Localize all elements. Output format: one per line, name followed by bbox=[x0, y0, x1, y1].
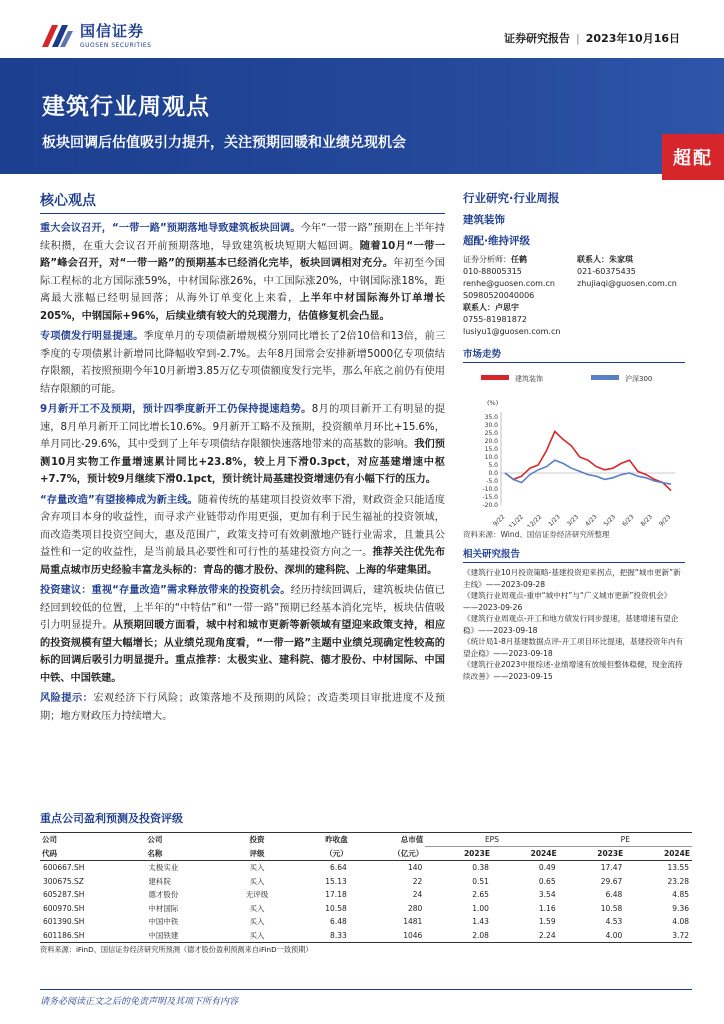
table-cell: 13.55 bbox=[667, 863, 689, 872]
y-tick-label: -10.0 bbox=[482, 486, 498, 493]
paragraph-emphasis: 推荐关注优先布局重点城市历史经验丰富龙头标的：青岛的德才股份、深圳的建科院、上海的华建集团。 bbox=[40, 547, 446, 576]
paragraph-headline: 投资建议：重视“存量改造”需求释放带来的投资机会。 bbox=[40, 585, 291, 596]
legend-swatch bbox=[481, 375, 509, 380]
related-report-item[interactable]: 《统计局1-8月基建数据点评-开工项目环比提速，基建投资年内有望企稳》——2023-09-18 bbox=[463, 637, 684, 658]
table-cell: 6.48 bbox=[330, 917, 347, 926]
y-tick-label: 15.0 bbox=[484, 446, 498, 453]
market-trend-title: 市场走势 bbox=[463, 346, 685, 363]
y-tick-label: 30.0 bbox=[484, 422, 498, 429]
col-header-eps: EPS bbox=[425, 833, 558, 847]
related-report-item[interactable]: 《建筑行业10月投资策略-基建投资迎来拐点，把握“城市更新”新主线》——2023-09-28 bbox=[463, 568, 681, 589]
chart-source: 资料来源：Wind、国信证券经济研究所整理 bbox=[463, 530, 610, 539]
core-paragraph bbox=[40, 401, 445, 489]
table-cell: 3.54 bbox=[538, 890, 556, 899]
industry-name: 建筑装饰 bbox=[463, 214, 505, 226]
x-tick-label: 5/23 bbox=[602, 513, 618, 527]
paragraph-body: 随着传统的基建项目投资效率下滑，财政资金只能适度舍弃项目本身的收益性，而寻求产业链带动作用更强，更加有利于民生福祉的投资领域，而改造类项目投资空间大，惠及范围广，政策支持可有效刺激地产链行业需求，且兼具公益性和一定的收益性，是当前最具必要性和可行性的基建投资方向之一。 bbox=[40, 494, 446, 558]
contact-card bbox=[463, 302, 571, 338]
company-logo bbox=[40, 20, 151, 49]
col-header: 2023E bbox=[425, 847, 492, 861]
x-tick-label: 12/22 bbox=[526, 513, 544, 527]
analyst-email[interactable]: renhe@guosen.com.cn bbox=[463, 279, 555, 288]
header-separator: | bbox=[576, 32, 580, 45]
table-cell: 280 bbox=[407, 903, 423, 913]
analyst-phone: 010-88005315 bbox=[463, 267, 522, 276]
table-cell: 600667.SH bbox=[43, 863, 85, 872]
table-cell: 1.00 bbox=[472, 903, 489, 913]
table-body bbox=[40, 861, 692, 943]
chart-svg bbox=[463, 367, 685, 527]
report-subtitle: 板块回调后估值吸引力提升，关注预期回暖和业绩兑现机会 bbox=[42, 135, 406, 151]
table-cell: 买入 bbox=[225, 929, 288, 943]
table-cell: 3.72 bbox=[625, 929, 692, 943]
table-cell: 0.49 bbox=[538, 863, 556, 872]
y-tick-label: 5.0 bbox=[488, 462, 498, 469]
table-row bbox=[40, 929, 692, 943]
table-cell: 德才股份 bbox=[148, 890, 179, 899]
table-cell: 23.28 bbox=[667, 876, 689, 886]
table-cell: 无评级 bbox=[245, 890, 269, 899]
analyst-info bbox=[463, 254, 685, 338]
related-report-item[interactable]: 《建筑行业周观点-开工和地方债发行同步提速，基建增速有望企稳》——2023-09-18 bbox=[463, 614, 679, 635]
related-reports-title: 相关研究报告 bbox=[463, 546, 685, 563]
table-cell: 17.18 bbox=[325, 890, 347, 899]
contact-name: 朱家琪 bbox=[609, 255, 633, 264]
y-tick-label: -5.0 bbox=[486, 478, 498, 485]
paragraph-headline: 专项债发行明显提速。 bbox=[40, 331, 144, 342]
table-cell: 9.36 bbox=[672, 903, 689, 913]
paragraph-body: 经历持续回调后，建筑板块估值已经回到较低的位置，上半年的“中特估”和“一带一路”预期已经基本消化完毕，板块估值吸引力明显提升。 bbox=[40, 585, 445, 631]
table-cell: 8.33 bbox=[289, 929, 350, 943]
col-header: 昨收盘 bbox=[289, 833, 350, 847]
contact-email[interactable]: lusiyu1@guosen.com.cn bbox=[463, 327, 561, 336]
paragraph-body: 今年“一带一路”预期在上半年持续积攒，在重大会议召开前预期落地，导致建筑板块短期大幅回调。 bbox=[40, 223, 445, 252]
table-cell: 买入 bbox=[249, 863, 265, 872]
table-cell: 中国中铁 bbox=[148, 917, 179, 926]
table-cell: 6.64 bbox=[330, 863, 347, 872]
analyst-card bbox=[463, 254, 571, 302]
forecast-table bbox=[40, 832, 692, 943]
analyst-name: 任鹤 bbox=[511, 255, 527, 264]
col-header: 2024E bbox=[625, 847, 692, 861]
x-tick-label: 11/22 bbox=[507, 513, 525, 527]
paragraph-emphasis: 上半年中材国际海外订单增长205%，中钢国际+96%，后续业绩有较大的兑现潜力，估值修复机会凸显。 bbox=[40, 293, 446, 322]
x-tick-label: 9/22 bbox=[491, 513, 507, 527]
table-cell: 29.67 bbox=[600, 876, 623, 886]
forecast-table-section bbox=[40, 810, 692, 955]
analyst-cert: S0980520040006 bbox=[463, 291, 535, 300]
table-cell: 建科院 bbox=[148, 876, 171, 886]
related-report-item[interactable]: 《建筑行业2023中报综述-业绩增速有放缓但整体稳健，现金流持续改善》——2023-09-15 bbox=[463, 660, 683, 681]
industry-rating: 超配·维持评级 bbox=[463, 235, 530, 247]
table-cell: 买入 bbox=[249, 903, 265, 913]
analyst-role: 证券分析师： bbox=[463, 255, 511, 264]
report-title: 建筑行业周观点 bbox=[42, 94, 210, 120]
table-cell: 22 bbox=[412, 876, 423, 886]
table-row bbox=[40, 915, 692, 929]
col-header: 投资 bbox=[225, 833, 288, 847]
core-paragraph bbox=[40, 492, 445, 580]
market-trend-chart bbox=[463, 367, 685, 527]
table-source-note: 资料来源：iFinD、国信证券经济研究所预测（德才股份盈利预测来自iFinD一致预期） bbox=[40, 945, 313, 954]
table-cell: 15.13 bbox=[325, 876, 347, 886]
paragraph-headline: 风险提示： bbox=[40, 693, 94, 704]
table-cell: 1046 bbox=[350, 929, 426, 943]
paragraph-emphasis: 我们预测10月实物工作量增速累计同比+23.8%，较上月下滑0.3pct，对应基建增速中枢+7.7%，预计较9月继续下滑0.1pct，预计统计局基建投资增速仍有小幅下行的压力。 bbox=[40, 439, 445, 485]
forecast-table-title: 重点公司盈利预测及投资评级 bbox=[40, 812, 183, 825]
table-cell: 601390.SH bbox=[43, 917, 85, 926]
col-header: 总市值 bbox=[350, 833, 426, 847]
legend-label: 沪深300 bbox=[625, 375, 653, 383]
paragraph-body: 季度单月的专项债新增规模分别同比增长了2倍10倍和13倍，前三季度的专项债累计新增同比降幅收窄到-2.7%。去年8月国常会安排新增5000亿专项债结存限额，若按照预期今年10月新增3.85万亿专项债额度发行完毕，那么年底之前仍有使用结存限额的可能。 bbox=[40, 331, 446, 395]
table-cell: 4.85 bbox=[672, 890, 689, 899]
y-tick-label: 0.0 bbox=[488, 470, 498, 477]
table-cell: 605287.SH bbox=[43, 890, 85, 899]
x-tick-label: 9/23 bbox=[657, 513, 673, 527]
header-meta bbox=[504, 30, 680, 46]
contact-role: 联系人： bbox=[463, 303, 495, 312]
col-header: 代码 bbox=[40, 847, 145, 861]
legend-label: 建筑装饰 bbox=[515, 375, 543, 383]
x-tick-label: 4/23 bbox=[584, 513, 599, 527]
paragraph-emphasis: 从预期回暖方面看，城中村和城市更新等新领域有望迎来政策支持，相应的投资规模有望大幅增长；从业绩兑现角度看，“一带一路”主题中业绩兑现确定性较高的标的回调后吸引力明显提升。重点推荐：太极实业、建科院、德才股份、中材国际、中国中铁、中国铁建。 bbox=[40, 620, 446, 684]
col-header: 公司 bbox=[40, 833, 145, 847]
paragraph-headline: 重大会议召开，“一带一路”预期落地导致建筑板块回调。 bbox=[40, 223, 301, 234]
table-header-row bbox=[40, 833, 692, 847]
disclaimer-footer: 请务必阅读正文之后的免责声明及其项下所有内容 bbox=[40, 989, 692, 1007]
table-cell: 10.58 bbox=[325, 903, 347, 913]
contact-email[interactable]: zhujiaqi@guosen.com.cn bbox=[577, 279, 677, 288]
report-type: 证券研究报告 bbox=[504, 32, 571, 45]
related-reports-list bbox=[463, 567, 685, 682]
paragraph-body: 年初至今国际工程标的北方国际涨59%，中材国际涨26%，中工国际涨20%，中钢国际涨18%，距离最大涨幅已经明显回落；从海外订单变化上来看， bbox=[40, 258, 445, 304]
contact-phone: 0755-81981872 bbox=[463, 315, 527, 324]
table-row bbox=[40, 861, 692, 875]
x-tick-label: 8/23 bbox=[639, 513, 654, 527]
core-views bbox=[40, 190, 445, 728]
col-header: 公司 bbox=[145, 833, 225, 847]
table-cell: 4.53 bbox=[605, 917, 623, 926]
table-cell: 中材国际 bbox=[148, 903, 179, 913]
col-header: 2024E bbox=[492, 847, 559, 861]
table-cell: 10.58 bbox=[600, 903, 623, 913]
y-axis-label: (%) bbox=[487, 399, 499, 407]
related-report-item[interactable]: 《建筑行业周观点-重申“城中村”与“广义城市更新”投资机会》——2023-09-26 bbox=[463, 591, 672, 612]
table-cell: 买入 bbox=[249, 917, 265, 926]
col-header: 名称 bbox=[145, 847, 225, 861]
series-line-construction bbox=[505, 431, 671, 490]
core-paragraph bbox=[40, 220, 445, 325]
table-cell: 买入 bbox=[249, 876, 265, 886]
table-cell: 1.59 bbox=[538, 917, 556, 926]
table-cell: 1.16 bbox=[538, 903, 556, 913]
col-header: （亿元） bbox=[350, 847, 426, 861]
y-tick-label: -20.0 bbox=[482, 502, 498, 509]
table-cell: 601186.SH bbox=[40, 929, 145, 943]
paragraph-headline: 9月新开工不及预期，预计四季度新开工仍保持提速趋势。 bbox=[40, 404, 312, 415]
table-row bbox=[40, 902, 692, 916]
y-tick-label: 25.0 bbox=[484, 430, 498, 437]
legend-swatch bbox=[591, 375, 619, 380]
report-date: 2023年10月16日 bbox=[585, 32, 680, 45]
paragraph-body: 8月的项目新开工有明显的提速，8月单月新开工同比增长10.6%。9月新开工略不及预期，投资额单月环比+15.6%，单月同比-29.6%，其中受到了上年专项债结存限额快速落地带来的高基数的影响。 bbox=[40, 404, 445, 450]
col-header: 评级 bbox=[225, 847, 288, 861]
y-tick-label: 20.0 bbox=[484, 438, 498, 445]
series-line-hs300 bbox=[505, 460, 671, 484]
table-cell: 6.48 bbox=[605, 890, 623, 899]
core-paragraph bbox=[40, 690, 445, 725]
y-tick-label: 10.0 bbox=[484, 454, 498, 461]
table-cell: 300675.SZ bbox=[43, 876, 84, 886]
logo-name-cn: 国信证券 bbox=[80, 22, 145, 40]
contact-role: 联系人： bbox=[577, 255, 609, 264]
table-row bbox=[40, 888, 692, 902]
table-cell: 4.08 bbox=[672, 917, 689, 926]
table-header-row bbox=[40, 847, 692, 861]
paragraph-headline: “存量改造”有望接棒成为新主线。 bbox=[40, 494, 198, 506]
x-tick-label: 6/23 bbox=[621, 513, 636, 527]
table-cell: 24 bbox=[412, 890, 423, 899]
rating-badge: 超配 bbox=[662, 134, 724, 180]
col-header: （元） bbox=[289, 847, 350, 861]
report-category: 行业研究·行业周报 bbox=[463, 191, 560, 205]
col-header: 2023E bbox=[559, 847, 626, 861]
sidebar bbox=[463, 190, 685, 682]
y-tick-label: 35.0 bbox=[484, 414, 498, 421]
table-cell: 1.43 bbox=[472, 917, 489, 926]
contact-name: 卢思宇 bbox=[495, 303, 519, 312]
contact-phone: 021-60375435 bbox=[577, 267, 636, 276]
table-cell: 17.47 bbox=[600, 863, 623, 872]
core-paragraphs bbox=[40, 220, 445, 725]
table-cell: 太极实业 bbox=[148, 863, 179, 872]
table-cell: 2.65 bbox=[472, 890, 489, 899]
table-cell: 140 bbox=[407, 863, 423, 872]
paragraph-emphasis: 随着10月“一带一路”峰会召开，对“一带一路”的预期基本已经消化完毕，板块回调相对充分。 bbox=[40, 240, 446, 269]
table-cell: 4.00 bbox=[559, 929, 626, 943]
core-views-title: 核心观点 bbox=[40, 190, 445, 214]
x-tick-label: 3/23 bbox=[565, 513, 581, 527]
logo-name-en: GUOSEN SECURITIES bbox=[80, 42, 152, 49]
table-cell: 0.65 bbox=[538, 876, 556, 886]
y-tick-label: -15.0 bbox=[482, 494, 498, 501]
table-cell: 0.51 bbox=[472, 876, 489, 886]
title-banner bbox=[0, 58, 724, 174]
table-cell: 中国铁建 bbox=[145, 929, 225, 943]
contact-card bbox=[577, 254, 685, 302]
x-tick-label: 1/23 bbox=[547, 513, 562, 527]
col-header-pe: PE bbox=[559, 833, 692, 847]
core-paragraph bbox=[40, 328, 445, 398]
logo-icon bbox=[40, 21, 74, 49]
table-cell: 600970.SH bbox=[43, 903, 85, 913]
core-paragraph bbox=[40, 582, 445, 687]
table-cell: 0.38 bbox=[472, 863, 489, 872]
table-cell: 1481 bbox=[403, 917, 423, 926]
table-cell: 2.24 bbox=[492, 929, 559, 943]
table-cell: 2.08 bbox=[425, 929, 492, 943]
table-row bbox=[40, 875, 692, 889]
paragraph-body: 宏观经济下行风险；政策落地不及预期的风险；改造类项目审批进度不及预期；地方财政压力持续增大。 bbox=[40, 693, 446, 722]
